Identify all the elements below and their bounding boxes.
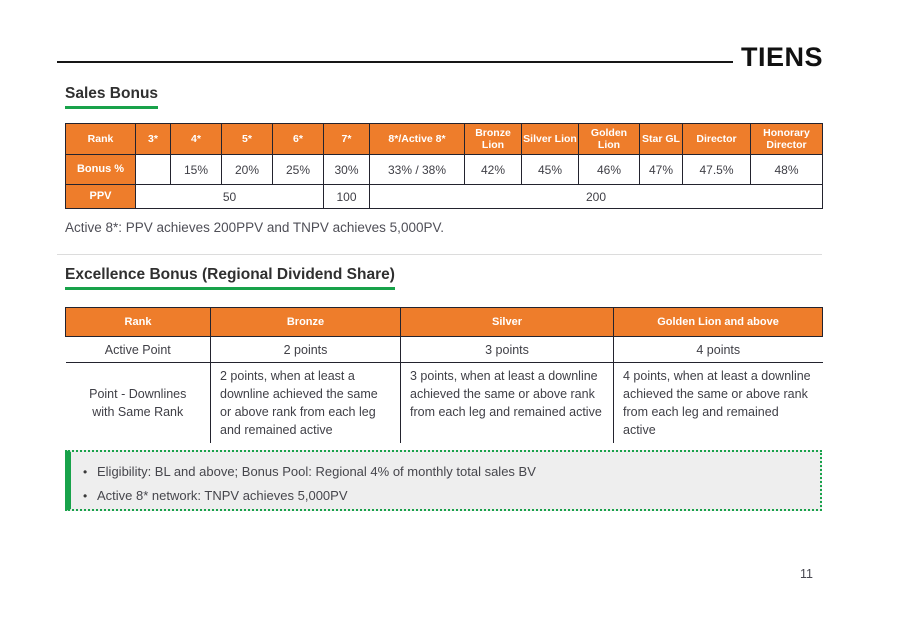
rank-header: Rank (66, 308, 211, 337)
table-cell: 100 (324, 185, 370, 209)
column-header-silver-lion: Silver Lion (522, 124, 579, 155)
row-label: Active Point (66, 337, 211, 363)
column-header-6star: 6* (273, 124, 324, 155)
bonus-row-label: Bonus % (66, 155, 136, 185)
list-item (83, 460, 806, 484)
active-network-text: Active 8* network: TNPV achieves 5,000PV (97, 488, 348, 503)
excellence-header-row (66, 308, 823, 337)
tiens-logo: TIENS (741, 42, 824, 72)
section-divider (57, 254, 822, 255)
table-cell (136, 155, 171, 185)
excellence-bonus-table (65, 307, 823, 443)
column-header-honorary-director: Honorary Director (751, 124, 823, 155)
header-rule (57, 61, 733, 63)
column-header-4star: 4* (171, 124, 222, 155)
column-header-director: Director (683, 124, 751, 155)
bullet-icon: • (83, 489, 88, 503)
table-cell: 4 points, when at least a downline achieved the same or above rank from each leg and remained active (614, 363, 823, 444)
column-header-bronze: Bronze (211, 308, 401, 337)
table-cell: 33% / 38% (370, 155, 465, 185)
ppv-row (66, 185, 823, 209)
table-cell: 42% (465, 155, 522, 185)
table-cell: 200 (370, 185, 823, 209)
table-cell: 25% (273, 155, 324, 185)
column-header-star-gl: Star GL (640, 124, 683, 155)
column-header-3star: 3* (136, 124, 171, 155)
page-number: 11 (800, 567, 813, 581)
column-header-8star: 8*/Active 8* (370, 124, 465, 155)
rank-header: Rank (66, 124, 136, 155)
table-cell: 2 points, when at least a downline achieved the same or above rank from each leg and remained active (211, 363, 401, 444)
sales-bonus-header-row (66, 124, 823, 155)
column-header-5star: 5* (222, 124, 273, 155)
table-cell: 3 points, when at least a downline achieved the same or above rank from each leg and remained active (401, 363, 614, 444)
eligibility-text: Eligibility: BL and above; Bonus Pool: Regional 4% of monthly total sales BV (97, 464, 536, 479)
excellence-bonus-title: Excellence Bonus (Regional Dividend Share) (65, 266, 395, 290)
table-cell: 3 points (401, 337, 614, 363)
ppv-row-label: PPV (66, 185, 136, 209)
list-item (83, 484, 806, 508)
same-rank-row (66, 363, 823, 444)
table-cell: 48% (751, 155, 823, 185)
table-cell: 47% (640, 155, 683, 185)
table-cell: 4 points (614, 337, 823, 363)
active-8star-note: Active 8*: PPV achieves 200PPV and TNPV achieves 5,000PV. (65, 220, 444, 235)
table-cell: 50 (136, 185, 324, 209)
column-header-silver: Silver (401, 308, 614, 337)
table-cell: 47.5% (683, 155, 751, 185)
column-header-golden-lion-above: Golden Lion and above (614, 308, 823, 337)
column-header-7star: 7* (324, 124, 370, 155)
row-label: Point - Downlines with Same Rank (89, 387, 187, 419)
table-cell: 45% (522, 155, 579, 185)
table-cell: 46% (579, 155, 640, 185)
active-point-row (66, 337, 823, 363)
table-cell: 15% (171, 155, 222, 185)
eligibility-callout-box (65, 450, 822, 511)
table-cell: 30% (324, 155, 370, 185)
sales-bonus-table (65, 123, 823, 209)
table-cell: 20% (222, 155, 273, 185)
column-header-bronze-lion: Bronze Lion (465, 124, 522, 155)
sales-bonus-title: Sales Bonus (65, 85, 158, 109)
column-header-golden-lion: Golden Lion (579, 124, 640, 155)
table-cell: 2 points (211, 337, 401, 363)
bullet-icon: • (83, 465, 88, 479)
bonus-percent-row (66, 155, 823, 185)
